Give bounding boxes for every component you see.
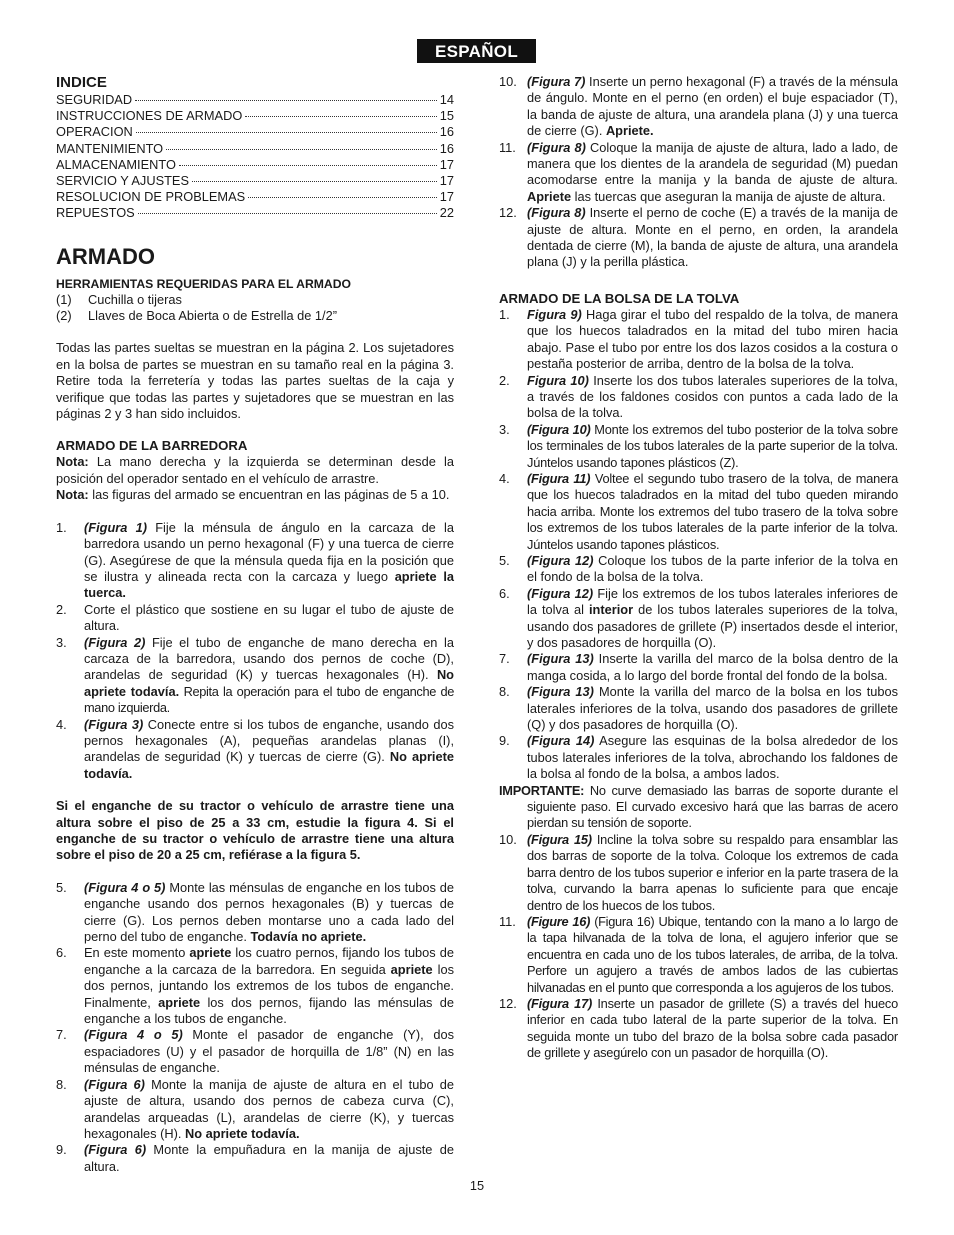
barredora-steps-c [499, 74, 898, 271]
list-item: 3. (Figura 2) Fije el tubo de enganche de mano derecha en la carcaza de la barredora, usando dos pernos de coche (D), arandelas de seguridad (K) y tuercas hexagonales (H). No apriete todavía. Repita la operación para el tubo de enganche de mano izquierda. [56, 634, 454, 716]
barredora-steps-a [56, 520, 454, 783]
note-label: Nota: [56, 454, 89, 470]
language-banner: ESPAÑOL [417, 39, 536, 63]
toc-page: 15 [439, 108, 454, 124]
page-number: 15 [469, 1178, 485, 1193]
list-item: 10. (Figura 15) Incline la tolva sobre su respaldo para ensamblar las dos barras de soporte de la tolva. Coloque los extremos de cada barra dentro de los tubos superior e inferior en la parte trasera de la tolva, curvando la barra apenas lo suficiente para que encaje dentro de los huecos de los tubos. [499, 831, 898, 913]
list-item: 11. (Figura 8) Coloque la manija de ajuste de altura, lado a lado, de manera que los dientes de la arandela de seguridad (M) puedan acomodarse entre la manija y la banda de ajuste de altura. Apriete las tuercas que aseguran la manija de ajuste de altura. [499, 139, 898, 204]
toc-page: 17 [439, 189, 454, 205]
toc-label: REPUESTOS [56, 205, 135, 221]
list-item: 12. (Figura 17) Inserte un pasador de grillete (S) a través del hueco inferior en cada tubo lateral de la parte superior de la tolva. En seguida monte un tubo del brazo de la bolsa sobre cada pasador de grillete y asegúrelo con un pasador de horquilla (O). [499, 995, 898, 1061]
list-item: 3. (Figura 10) Monte los extremos del tubo posterior de la tolva sobre los terminales de los tubos laterales de la parte superior de la tolva. Júntelos usando tapones plásticos (Z). [499, 421, 898, 470]
barredora-heading: ARMADO DE LA BARREDORA [56, 438, 248, 454]
toc-entry[interactable] [56, 157, 454, 173]
list-item: 1. (Figura 1) Fije la ménsula de ángulo en la carcaza de la barredora usando un perno hexagonal (F) y una tuerca de cierre (G). Asegúrese de que la ménsula queda fija en la posición que se ilustra y alineada recta con la carcaza y luego apriete la tuerca. [56, 519, 454, 601]
list-item: 11. (Figure 16) (Figura 16) Ubique, tentando con la mano a lo largo de la tapa hilvanada de la tolva de lona, el agujero inferior que se encuentra en cada uno de los tubos laterales, de arriba, de la tolva. Perfore un agujero a través de ambos lados de las cubiertas hilvanadas en el punto que corresponda a los agujeros de los tubos. [499, 913, 898, 995]
list-item: 5. (Figura 12) Coloque los tubos de la parte inferior de la tolva en el fondo de la bolsa de la tolva. [499, 552, 898, 585]
toc-entry[interactable] [56, 92, 454, 108]
toc-label: INSTRUCCIONES DE ARMADO [56, 108, 243, 124]
intro-paragraph: Todas las partes sueltas se muestran en la página 2. Los sujetadores en la bolsa de partes se muestran en su tamaño real en la página 3. Retire toda la ferretería y todas las partes sueltas de la caja y verifique que todas las partes y sujetadores que se muestran en las páginas 2 y 3 han sido incluidos. [56, 340, 454, 422]
toc-page: 17 [439, 156, 454, 172]
toc-label: SERVICIO Y AJUSTES [56, 173, 189, 189]
left-column [56, 74, 454, 1175]
list-item: 4. (Figura 3) Conecte entre si los tubos de enganche, usando dos pernos hexagonales (A), pequeñas arandelas planas (I), arandelas de seguridad (K) y tuercas de cierre (G). No apriete todavía. [56, 716, 454, 781]
tolva-steps-a [499, 307, 898, 783]
importante-note: IMPORTANTE: No curve demasiado las barras de soporte durante el siguiente paso. El curvado excesivo hará que las barras de acero pierdan su tensión de soporte. [499, 782, 898, 831]
toc-page: 22 [439, 205, 454, 221]
importante-label: IMPORTANTE: [499, 782, 585, 798]
tool-number: (2) [56, 308, 72, 324]
toc-page: 14 [439, 92, 454, 107]
list-item: 9. (Figura 14) Asegure las esquinas de la bolsa alrededor de los tubos laterales inferiores de la tolva, abrochando los faldones de la bolsa al fondo de la bolsa, a ambos lados. [499, 733, 898, 782]
list-item: 5. (Figura 4 o 5) Monte las ménsulas de enganche en los tubos de enganche usando dos pernos hexagonales (B) y tuercas de cierre (G). Los pernos deben montarse uno a cada lado del perno del tubo de enganche. Todavía no apriete. [56, 879, 454, 945]
right-column [499, 74, 898, 1062]
toc-label: OPERACION [56, 124, 133, 140]
list-item: 2. Corte el plástico que sostiene en su lugar el tubo de ajuste de altura. [56, 601, 454, 634]
hitch-height-note: Si el enganche de su tractor o vehículo de arrastre tiene una altura sobre el piso de 25 a 33 cm, estudie la figura 4. Si el enganche de su tractor o vehículo de arrastre tiene una altura sobre el piso de 20 a 25 cm, refiérase a la figura 5. [56, 798, 454, 863]
toc-label: ALMACENAMIENTO [56, 156, 176, 172]
tools-heading: HERRAMIENTAS REQUERIDAS PARA EL ARMADO [56, 276, 351, 291]
toc-page: 16 [439, 124, 454, 140]
toc-entry[interactable] [56, 141, 454, 157]
table-of-contents [56, 92, 454, 222]
toc-label: MANTENIMIENTO [56, 140, 164, 156]
list-item: 6. (Figura 12) Fije los extremos de los tubos laterales inferiores de la tolva al interior de los tubos laterales superiores de la tolva, usando dos pasadores de grillete (P) insertados desde el interior, y dos pasadores de horquilla (O). [499, 585, 899, 650]
tolva-heading: ARMADO DE LA BOLSA DE LA TOLVA [499, 290, 740, 306]
barredora-steps-b [56, 880, 454, 1175]
tool-number: (1) [56, 291, 72, 307]
list-item: 12. (Figura 8) Inserte el perno de coche (E) a través de la manija de ajuste de altura. Monte en el perno, en orden, la arandela dentada de cierre (M), la banda de ajuste de altura, una arandela plana (J) y la perilla plástica. [499, 205, 898, 270]
toc-entry[interactable] [56, 173, 454, 189]
list-item: 9. (Figura 6) Monte la empuñadura en la manija de ajuste de altura. [56, 1142, 454, 1174]
section-title-armado: ARMADO [56, 243, 155, 269]
toc-entry[interactable] [56, 124, 454, 140]
index-title: INDICE [56, 74, 107, 91]
list-item: 10. (Figura 7) Inserte un perno hexagonal (F) a través de la ménsula de ángulo. Monte en el perno (en orden) el buje espaciador (T), la banda de ajuste de altura, una arandela plana (J) y una tuerca de cierre (G). Apriete. [499, 74, 898, 139]
list-item: 7. (Figura 4 o 5) Monte el pasador de enganche (Y), dos espaciadores (U) y el pasador de horquilla de 1/8” (N) en las ménsulas de enganche. [56, 1027, 454, 1076]
tool-item [56, 292, 454, 308]
list-item: 6. En este momento apriete los cuatro pernos, fijando los tubos de enganche a la carcaza de la barredora. En seguida apriete los dos pernos, juntando los extremos de los tubos de enganche. Finalmente, apriete los dos pernos, fijando las ménsulas de enganche a los tubos de enganche. [56, 945, 454, 1027]
tolva-steps-b [499, 832, 898, 1062]
toc-label: SEGURIDAD [56, 92, 133, 107]
tool-text: Llaves de Boca Abierta o de Estrella de 1/2” [88, 308, 337, 324]
list-item: 4. (Figura 11) Voltee el segundo tubo trasero de la tolva, de manera que los huecos taladrados en la mitad del tubo queden mirando hacia arriba. Monte los extremos del tubo trasero de la tolva sobre los extremos de los tubos laterales de la parte inferior de la tolva. Júntelos usando tapones plásticos. [499, 470, 898, 552]
list-item: 7. (Figura 13) Inserte la varilla del marco de la bolsa dentro de la manga cosida, a lo largo del borde frontal del fondo de la bolsa. [499, 651, 899, 683]
toc-page: 17 [439, 173, 454, 189]
note-paragraph: Nota: las figuras del armado se encuentran en las páginas de 5 a 10. [56, 487, 450, 503]
note-paragraph: Nota: La mano derecha y la izquierda se determinan desde la posición del operador sentado en el vehículo de arrastre. [56, 454, 454, 486]
toc-entry[interactable] [56, 108, 454, 124]
list-item: 1. Figura 9) Haga girar el tubo del respaldo de la tolva, de manera que los huecos taladrados en la mitad del tubo miren hacia abajo. Pase el tubo por entre los dos lazos cosidos a la costura o pestaña posterior de arriba, dentro de la bolsa de la tolva. [499, 306, 898, 372]
list-item: 8. (Figura 6) Monte la manija de ajuste de altura en el tubo de ajuste de altura, usando dos pernos de cabeza curva (C), arandelas arqueadas (L), arandelas de cierre (K), y tuercas hexagonales (H). No apriete todavía. [56, 1076, 454, 1141]
list-item: 2. Figura 10) Inserte los dos tubos laterales superiores de la tolva, a través de los faldones cosidos con puntos a cada lado de la bolsa de la tolva. [499, 372, 898, 421]
tool-item [56, 308, 454, 324]
toc-entry[interactable] [56, 189, 454, 205]
list-item: 8. (Figura 13) Monte la varilla del marco de la bolsa en los tubos laterales inferiores de la tolva, usando dos pasadores de grillete (Q) y dos pasadores de horquilla (O). [499, 684, 898, 733]
tool-text: Cuchilla o tijeras [88, 291, 182, 307]
note-label: Nota: [56, 487, 89, 503]
toc-entry[interactable] [56, 205, 454, 221]
toc-page: 16 [439, 140, 454, 156]
toc-label: RESOLUCION DE PROBLEMAS [56, 189, 246, 205]
